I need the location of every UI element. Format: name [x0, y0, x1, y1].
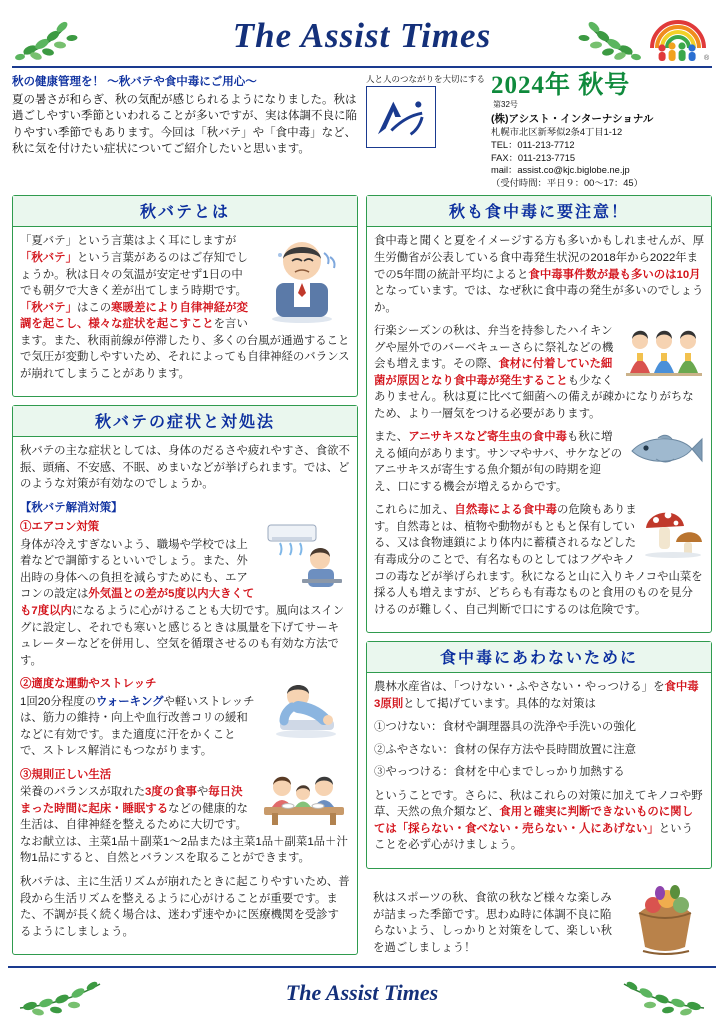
header-right [366, 73, 712, 189]
panel-autumn-fatigue-body [13, 227, 357, 389]
panel-symptoms-header [13, 406, 357, 437]
prevention-rule-2: ②ふやさない：食材の保存方法や長時間放置に注意 [374, 743, 636, 756]
panel-prevention-header [367, 642, 711, 673]
panel-prevention-title: 食中毒にあわないために [439, 650, 638, 668]
fp-paragraph-1 [374, 233, 704, 316]
pv-t4: ということです。さらに、秋はこれらの対策に加えてキノコや野草、天然の魚介類など、 [374, 789, 703, 819]
air-conditioner-laptop-illustration [262, 519, 350, 593]
fp-t10: これらに加え、 [374, 504, 455, 517]
header-headline: 秋の健康管理を！ ～秋バテや食中毒にご用心～ [12, 76, 257, 88]
festival-dolls-illustration [624, 323, 704, 381]
panel-symptoms-title: 秋バテの症状と対処法 [94, 414, 275, 432]
af-text-2: 「秋バテ」 [20, 251, 77, 264]
company-address: 札幌市北区新琴似2条4丁目1-12 [491, 127, 623, 138]
s3-t1: 栄養のバランスが取れた [20, 786, 145, 799]
family-meal-illustration [258, 767, 350, 829]
symptoms-closing: 秋バテは、主に生活リズムが崩れたときに起こりやすいため、普段から生活リズムを整えるように心がけることが重要です。また、不調が長く続く場合は、迷わず速やかに医療機関を受診するようにしましょう。 [20, 875, 350, 938]
panel-food-poisoning-body [367, 227, 711, 625]
fp-t2: 食中毒事件数が最も多いのは10月 [528, 268, 701, 281]
outro-text: 秋はスポーツの秋、食欲の秋など様々な楽しみが詰まった季節です。思わぬ時に体調不良に陥らないよう、しっかりと対策をして、楽しい秋を過ごしましょう！ [373, 892, 612, 954]
fp-t6: も少なくありません。秋は夏に比べて細菌への備えが疎かになりがちなため、より一層気をつける必要があります。 [374, 374, 694, 420]
rainbow-people-logo [648, 8, 710, 62]
svg-text:®: ® [704, 55, 710, 62]
s2-t3: や軽いストレッチは、筋力の維持・向上や血行改善コリの緩和などに有効です。また適度に汗をかくことで、ストレス解消にもつながります。 [20, 695, 255, 758]
s3-t2: 3度の食事 [144, 786, 197, 799]
pv-t1: 農林水産省は、「つけない・ふやさない・やっつける」を [374, 681, 665, 694]
panel-food-poisoning-title: 秋も食中毒に要注意！ [448, 204, 629, 222]
panel-autumn-fatigue [12, 195, 358, 397]
s1-t3: になるように心がけることも大切です。風向はスイングに設定し、それでも寒いと感じるときは風量を下げてサーキュレーターなどを併用し、空気を循環させるのも有効な方法です。 [20, 605, 345, 667]
symptom-item-1 [20, 519, 350, 676]
pv-t5: 食用と確実に判断できないものに関しては「採らない・食べない・売らない・人にあげない」 [374, 806, 693, 835]
symptom-2-head: ②適度な運動やストレッチ [20, 678, 157, 691]
fp-t5: 食材に付着していた細菌が原因となり食中毒が発生すること [374, 358, 613, 387]
tired-businessman-illustration [254, 233, 350, 325]
fp-t12: の危険もあります。自然毒とは、植物や動物がもともと保有している、又は食物連鎖により体内に蓄積されるなどした有毒成分のことで、有名なものとしてはフグやキノコの毒などが挙げられます。秋になると山に入りキノコや山菜を採る人も増えますが、どちらも有毒なものと食用のものを見分けるのが難しく、自己判断で口にするのは危険です。 [374, 504, 703, 616]
fp-t1: 食中毒と聞くと夏をイメージする方も多いかもしれませんが、厚生労働省が公表している食中毒発生状況の2018年から2022年までの5年間の統計平均によると [374, 235, 704, 281]
right-column [366, 195, 712, 967]
prevention-rule-3: ③やっつける：食材を中心までしっかり加熱する [374, 766, 625, 779]
af-text-3: という言葉があるのはご存知でしょうか。秋は日々の気温が安定せず1日の中でも朝夕で大きく差が出てしまう時期です。 [20, 251, 248, 298]
leaf-branch-icon-footer-left [16, 974, 166, 1016]
prevention-intro [374, 679, 704, 712]
symptom-1-head: ①エアコン対策 [20, 521, 100, 534]
symptom-3-head: ③規則正しい生活 [20, 768, 112, 781]
footer-title: The Assist Times [285, 980, 439, 1005]
mushroom-illustration [642, 502, 704, 558]
s1-t2: 外気温との差が5度以内大きくても7度以内 [20, 588, 255, 618]
issue-block [491, 73, 712, 189]
panel-prevention-body [367, 673, 711, 854]
af-text-1: 「夏バテ」という言葉はよく耳にしますが [20, 235, 237, 248]
panel-autumn-fatigue-header [13, 196, 357, 227]
fp-t8: アニサキスなど寄生虫の食中毒 [408, 431, 567, 444]
af-text-5: はこの [76, 301, 112, 314]
content-columns [12, 195, 712, 967]
company-contact [491, 126, 712, 189]
issue-title: 2024年 秋号 [491, 72, 631, 99]
panel-food-poisoning-header [367, 196, 711, 227]
outro-block [366, 877, 712, 968]
panel-symptoms-body [13, 437, 357, 940]
fp-t4: 行楽シーズンの秋は、弁当を持参したハイキングや屋外でのバーベキューさらに祭礼などの機会も増えます。その際、 [374, 325, 614, 371]
fish-illustration [628, 429, 704, 471]
af-text-8: を言います。また、秋雨前線が停滞したり、多くの台風が通過することで気圧が変動しやすいため、それによっても自律神経のバランスが崩れてしまうことがあります。 [20, 318, 350, 380]
s2-t1: 1回20分程度の [20, 695, 96, 708]
symptoms-intro: 秋バテの主な症状としては、身体のだるさや疲れやすさ、食欲不振、頭痛、不安感、不眠、めまいなどが挙げられます。では、どのような対策が有効なのでしょうか。 [20, 445, 350, 491]
s3-t3: や [196, 786, 209, 799]
issue-number: 第32号 [493, 100, 518, 110]
masthead [12, 6, 712, 68]
header-info [12, 73, 712, 189]
symptom-item-2 [20, 676, 350, 767]
fp-t7: また、 [374, 431, 409, 444]
company-mail[interactable]: mail：assist.co@kjc.biglobe.ne.jp [491, 165, 630, 176]
af-text-7: 自律神経が変調を起こし、様々な症状を起こすこと [20, 301, 248, 331]
fp-t9: も秋に増える傾向があります。サンマやサバ、サケなどのアニサキスが寄生する魚介類が旬の時期を迎え、口にする機会が増えるからです。 [374, 431, 622, 493]
stretching-person-illustration [262, 676, 350, 740]
company-tel: TEL：011-213-7712 [491, 139, 575, 150]
company-tagline: 人と人のつながりを大切にする [366, 74, 486, 84]
panel-symptoms [12, 405, 358, 955]
left-column [12, 195, 358, 967]
s1-t1: 身体が冷えすぎないよう、職場や学校では上着などで調節するといいでしょう。また、外出時の身体への負担を減らすためにも、エアコンの設定は [20, 538, 248, 601]
harvest-basket-illustration [627, 879, 705, 955]
masthead-title: The Assist Times [232, 16, 492, 55]
pv-t6: ということを必ず心がけましょう。 [374, 822, 693, 852]
company-logo-block [366, 73, 485, 189]
af-text-4: 「秋バテ」 [20, 301, 77, 314]
header-left [12, 73, 360, 189]
panel-food-poisoning [366, 195, 712, 633]
prevention-rule-1: ①つけない：食材や調理器具の洗浄や手洗いの強化 [374, 721, 636, 734]
pv-t2: 食中毒3原則 [374, 681, 699, 710]
ai-logo [366, 86, 436, 148]
company-name: (株)アシスト・インターナショナル [491, 113, 654, 126]
company-fax: FAX：011-213-7715 [491, 152, 576, 163]
s3-t5: などの健康的な生活は、自律神経を整えるために大切です。なお献立は、主菜1品＋副菜1～2品または主菜1品＋副菜1品＋汁物1品にすると、自然とバランスを取ることができます。 [20, 802, 348, 865]
fp-t3: となっています。では、なぜ秋に食中毒の発生が多いのでしょうか。 [374, 285, 704, 314]
panel-autumn-fatigue-title: 秋バテとは [139, 204, 230, 222]
af-text-6: 寒暖差により [111, 301, 180, 314]
leaf-branch-icon-footer-right [558, 974, 708, 1016]
prevention-closing [374, 788, 704, 854]
company-hours: （受付時間：平日９：00～17：45） [491, 177, 643, 188]
symptom-item-3 [20, 767, 350, 874]
symptoms-sub-head: 【秋バテ解消対策】 [20, 501, 123, 514]
s2-t2: ウォーキング [95, 695, 164, 708]
leaf-branch-icon [14, 10, 134, 62]
leaf-branch-icon-right [522, 10, 642, 62]
footer [8, 966, 716, 1018]
header-intro-text: 夏の暑さが和らぎ、秋の気配が感じられるようになりました。秋は過ごしやすい季節といわれることが多いですが、実は体調不良に陥りやすい季節でもあります。今回は「秋バテ」や「食中毒」など、秋に気を付けたい症状についてご紹介したいと思います。 [12, 94, 357, 155]
panel-prevention [366, 641, 712, 869]
fp-t11: 自然毒による食中毒 [454, 504, 557, 517]
pv-t3: として掲げています。具体的な対策は [403, 697, 596, 710]
s3-t4: 毎日決まった時間に起床・睡眠する [20, 786, 243, 815]
